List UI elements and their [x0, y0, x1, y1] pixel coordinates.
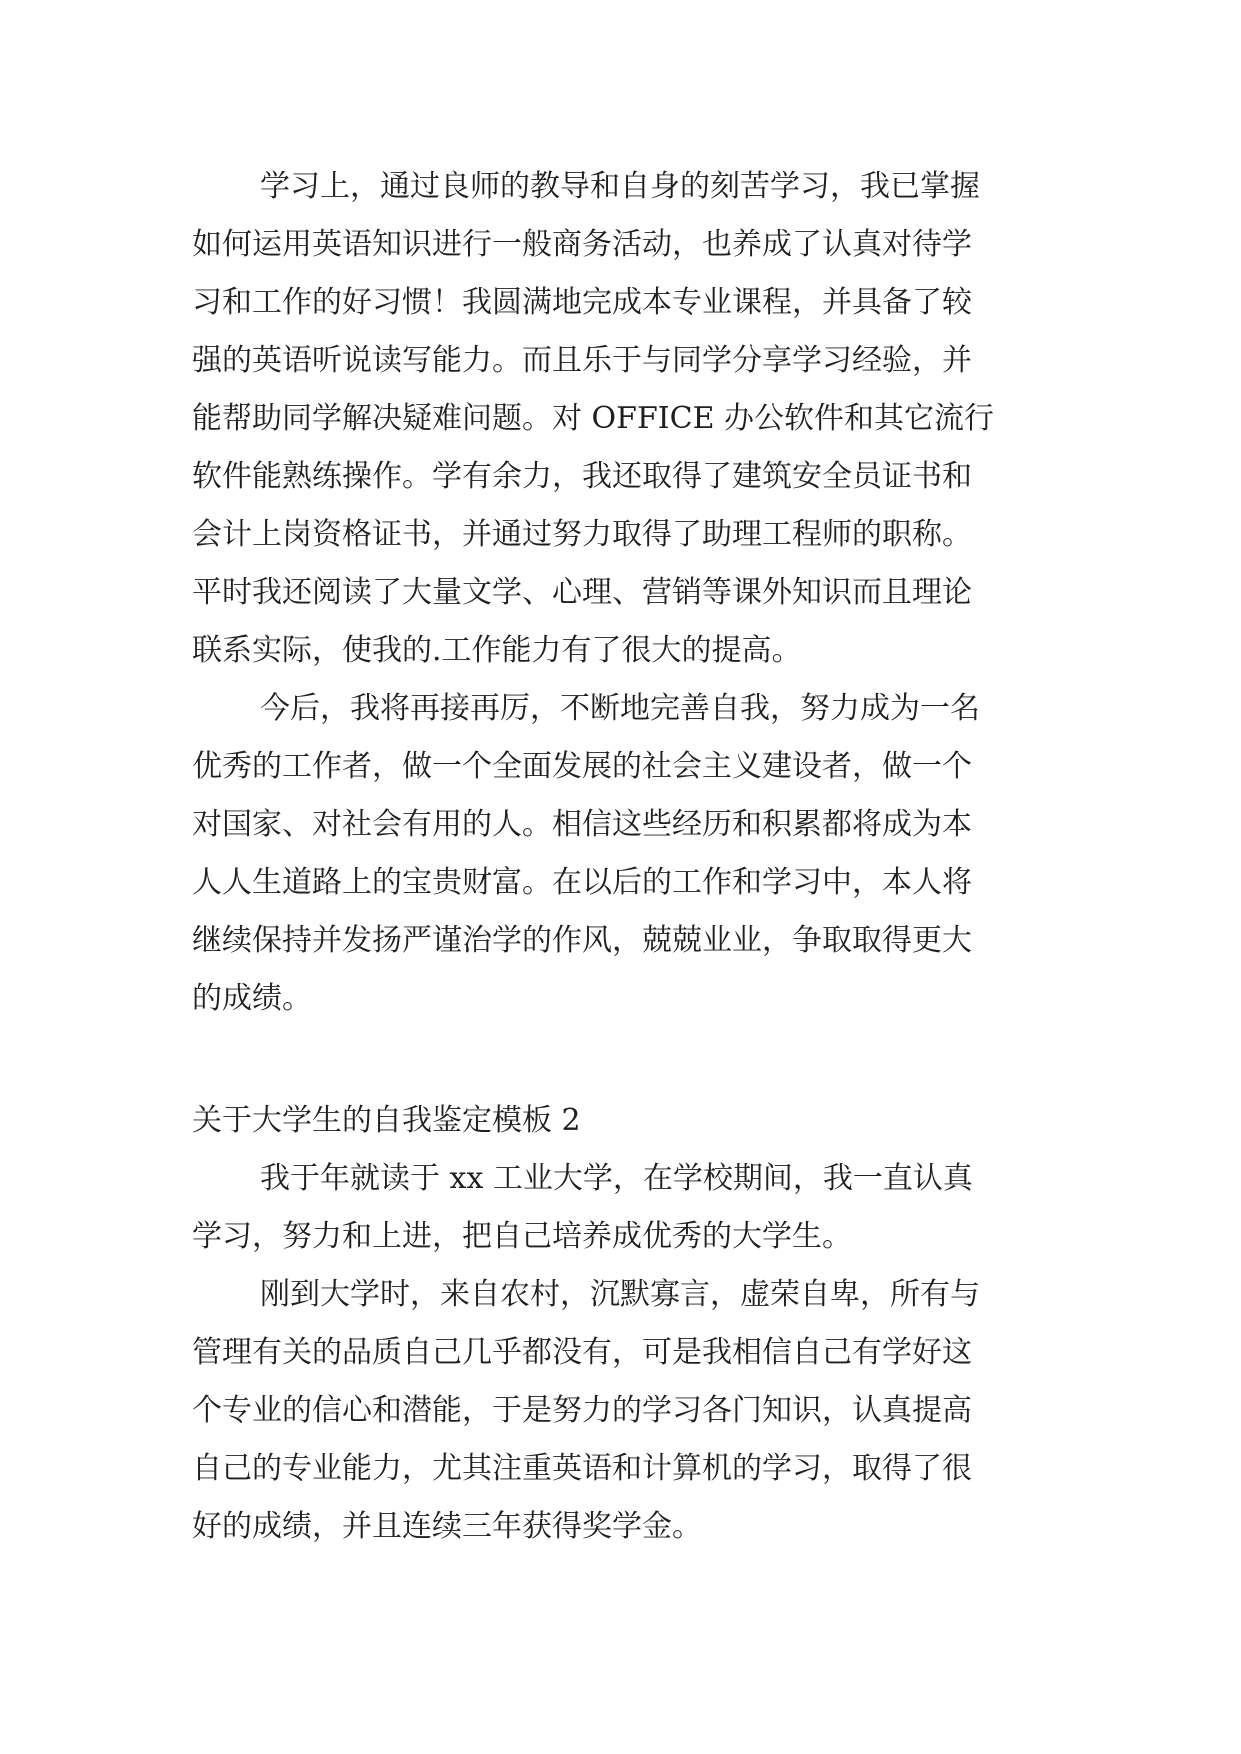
paragraph-line: 继续保持并发扬严谨治学的作风，兢兢业业，争取取得更大 — [192, 923, 972, 958]
paragraph-line: 的成绩。 — [192, 981, 312, 1016]
paragraph-line: 管理有关的品质自己几乎都没有，可是我相信自己有学好这 — [192, 1335, 972, 1370]
paragraph-line: 刚到大学时，来自农村，沉默寡言，虚荣自卑，所有与 — [260, 1277, 980, 1312]
paragraph-line: 平时我还阅读了大量文学、心理、营销等课外知识而且理论 — [192, 575, 972, 610]
self-evaluation-section-2 — [192, 1150, 1072, 1556]
paragraph-line: 自己的专业能力，尤其注重英语和计算机的学习，取得了很 — [192, 1451, 972, 1486]
self-evaluation-section-1 — [192, 158, 1072, 1028]
paragraph-line: 人人生道路上的宝贵财富。在以后的工作和学习中，本人将 — [192, 865, 972, 900]
paragraph-line: 优秀的工作者，做一个全面发展的社会主义建设者，做一个 — [192, 749, 972, 784]
paragraph-line: 会计上岗资格证书，并通过努力取得了助理工程师的职称。 — [192, 517, 972, 552]
paragraph-line: 我于年就读于 xx 工业大学，在学校期间，我一直认真 — [260, 1161, 973, 1196]
paragraph-line: 学习上，通过良师的教导和自身的刻苦学习，我已掌握 — [260, 169, 980, 204]
paragraph-line: 强的英语听说读写能力。而且乐于与同学分享学习经验，并 — [192, 343, 972, 378]
section-heading-2 — [192, 1092, 1072, 1150]
paragraph-line: 个专业的信心和潜能，于是努力的学习各门知识，认真提高 — [192, 1393, 972, 1428]
paragraph-line: 习和工作的好习惯！我圆满地完成本专业课程，并具备了较 — [192, 285, 972, 320]
paragraph-line: 今后，我将再接再厉，不断地完善自我，努力成为一名 — [260, 691, 980, 726]
paragraph-line: 联系实际，使我的.工作能力有了很大的提高。 — [192, 633, 802, 668]
paragraph-line: 能帮助同学解决疑难问题。对 OFFICE 办公软件和其它流行 — [192, 401, 995, 436]
paragraph-line: 学习，努力和上进，把自己培养成优秀的大学生。 — [192, 1219, 852, 1254]
section-title: 关于大学生的自我鉴定模板 2 — [192, 1103, 581, 1138]
paragraph-line: 好的成绩，并且连续三年获得奖学金。 — [192, 1509, 702, 1544]
paragraph-line: 对国家、对社会有用的人。相信这些经历和积累都将成为本 — [192, 807, 972, 842]
paragraph-line: 如何运用英语知识进行一般商务活动，也养成了认真对待学 — [192, 227, 972, 262]
paragraph-line: 软件能熟练操作。学有余力，我还取得了建筑安全员证书和 — [192, 459, 972, 494]
